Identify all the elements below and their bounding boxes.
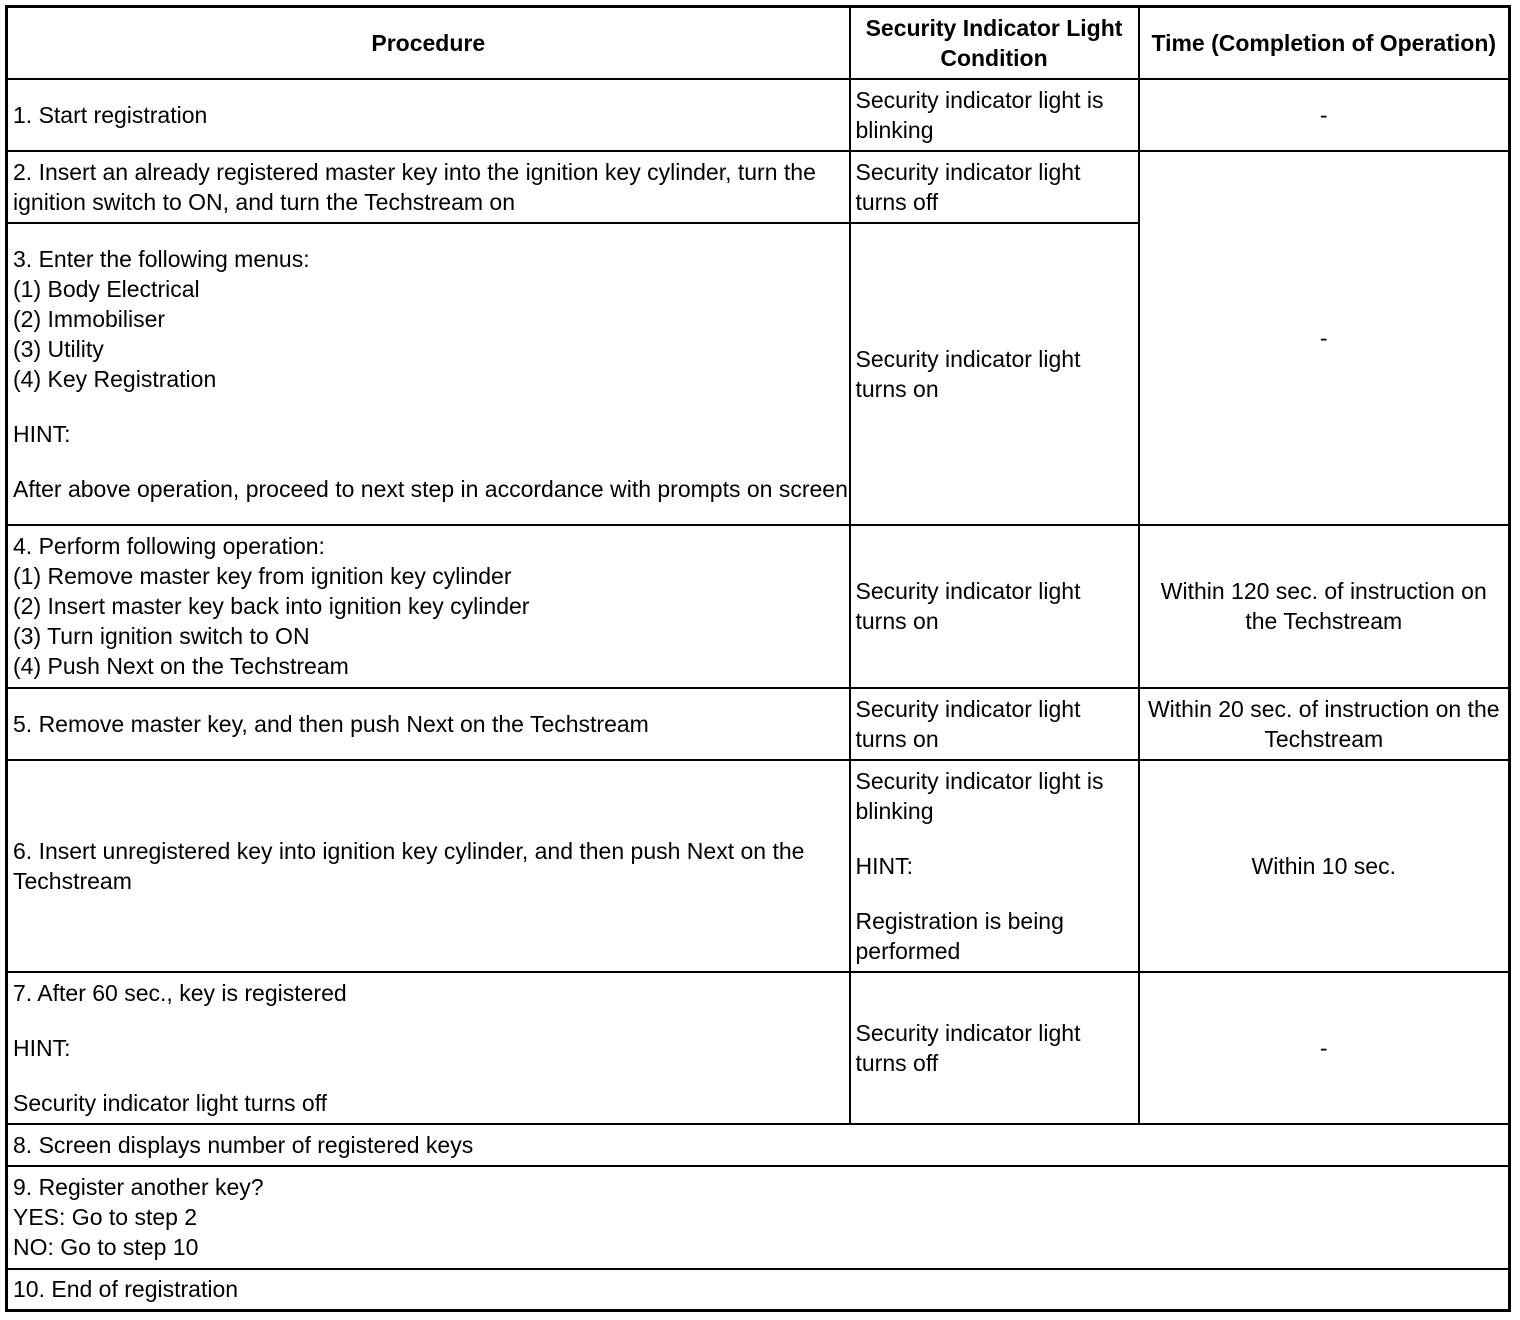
procedure-cell [7,223,850,525]
table-row [7,760,1510,972]
table-row [7,1166,1510,1269]
procedure-cell [7,151,850,223]
table-row [7,79,1510,151]
time-cell: Within 10 sec. [1139,760,1510,972]
procedure-text: (1) Remove master key from ignition key cylinder [13,563,512,589]
indicator-text: Security indicator light turns on [855,578,1081,634]
hint-text: After above operation, proceed to next step in accordance with prompts on screen [13,475,848,502]
procedure-text: NO: Go to step 10 [13,1234,199,1260]
procedure-text: 2. Insert an already registered master key into the ignition key cylinder, turn the ignition switch to ON, and turn the Techstream on [13,158,816,215]
table-row [7,525,1510,688]
procedure-text: (3) Turn ignition switch to ON [13,623,310,649]
indicator-cell [850,79,1139,151]
spacer [856,826,1138,851]
header-indicator: Security Indicator Light Condition [850,7,1139,79]
table-row [7,151,1510,223]
hint-text: Registration is being performed [855,907,1064,964]
spacer [13,449,849,474]
key-registration-table [5,5,1511,1312]
indicator-cell [850,525,1139,688]
indicator-cell [850,760,1139,972]
procedure-text: 6. Insert unregistered key into ignition key cylinder, and then push Next on the Techstream [13,837,805,894]
indicator-cell [850,688,1139,760]
procedure-cell [7,525,850,688]
time-cell: - [1139,151,1510,525]
spacer [13,394,849,419]
table-header-row [7,7,1510,79]
procedure-text: (3) Utility [13,335,104,362]
indicator-cell [850,223,1139,525]
procedure-text: YES: Go to step 2 [13,1204,198,1230]
procedure-cell [7,1269,1510,1311]
procedure-text: 7. After 60 sec., key is registered [13,979,347,1006]
indicator-text: Security indicator light turns off [855,1019,1081,1076]
spacer [13,1008,849,1033]
procedure-cell [7,972,850,1124]
indicator-text: Security indicator light turns off [855,158,1081,215]
procedure-text: 4. Perform following operation: [13,533,325,559]
procedure-cell [7,1124,1510,1166]
procedure-cell [7,688,850,760]
procedure-cell [7,1166,1510,1269]
procedure-text: 3. Enter the following menus: [13,245,310,272]
hint-label: HINT: [13,1034,71,1061]
procedure-cell [7,79,850,151]
procedure-text: 9. Register another key? [13,1174,264,1200]
hint-text: Security indicator light turns off [13,1089,328,1116]
header-procedure: Procedure [7,7,850,79]
procedure-text: 5. Remove master key, and then push Next on the Techstream [13,710,649,737]
time-cell: - [1139,79,1510,151]
spacer [13,1063,849,1088]
procedure-text: (2) Insert master key back into ignition key cylinder [13,593,530,619]
table-row [7,1269,1510,1311]
procedure-text: 8. Screen displays number of registered keys [13,1131,474,1158]
table-row [7,972,1510,1124]
indicator-text: Security indicator light is blinking [855,767,1104,824]
procedure-text: (4) Push Next on the Techstream [13,653,349,679]
procedure-text: (4) Key Registration [13,365,217,392]
procedure-text: (1) Body Electrical [13,275,200,302]
indicator-text: Security indicator light turns on [855,695,1081,752]
indicator-text: Security indicator light turns on [855,345,1081,402]
procedure-text: 10. End of registration [13,1276,239,1303]
indicator-cell [850,151,1139,223]
indicator-text: Security indicator light is blinking [855,86,1104,143]
hint-label: HINT: [13,420,71,447]
table-row [7,688,1510,760]
hint-label: HINT: [855,852,913,879]
procedure-text: 1. Start registration [13,101,208,128]
indicator-cell [850,972,1139,1124]
procedure-cell [7,760,850,972]
time-cell: Within 120 sec. of instruction on the Techstream [1139,525,1510,688]
time-cell: - [1139,972,1510,1124]
time-cell: Within 20 sec. of instruction on the Techstream [1139,688,1510,760]
procedure-text: (2) Immobiliser [13,305,166,332]
table-row [7,1124,1510,1166]
header-time: Time (Completion of Operation) [1139,7,1510,79]
spacer [856,881,1138,906]
